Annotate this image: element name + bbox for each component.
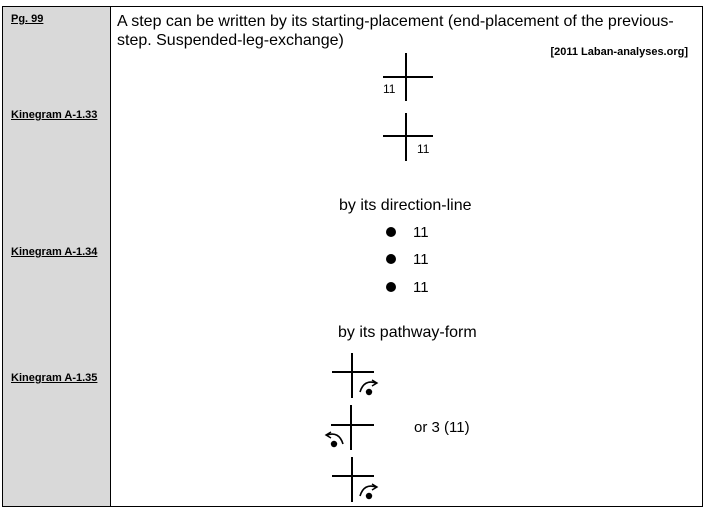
page-number: Pg. 99 [11,13,44,25]
direction-item-1 [386,223,429,241]
kinegram-label-a133: Kinegram A-1.33 [11,109,98,121]
pathway-form-heading: by its pathway-form [338,324,477,341]
direction-item-label: 11 [413,278,429,296]
bullet-dot-icon [386,227,396,237]
pathway-symbol-right-1 [328,352,388,402]
cross-top-number: 11 [383,82,396,96]
bullet-dot-icon [386,254,396,264]
direction-item-3 [386,278,429,296]
cross-bottom-number: 11 [417,142,430,156]
pathway-symbol-left [324,404,384,454]
direction-item-label: 11 [413,223,429,241]
credit-text: [2011 Laban-analyses.org] [550,46,688,58]
kinegram-label-a135: Kinegram A-1.35 [11,372,98,384]
pathway-alt-text: or 3 (11) [414,419,470,436]
direction-line-heading: by its direction-line [339,197,472,214]
direction-item-2 [386,250,429,268]
bullet-dot-icon [386,282,396,292]
direction-item-label: 11 [413,250,429,268]
intro-text: A step can be written by its starting-placement (end-placement of the previous-step. Suspended-leg-exchange) [117,13,674,49]
pathway-symbol-right-2 [328,456,388,506]
kinegram-label-a134: Kinegram A-1.34 [11,246,98,258]
